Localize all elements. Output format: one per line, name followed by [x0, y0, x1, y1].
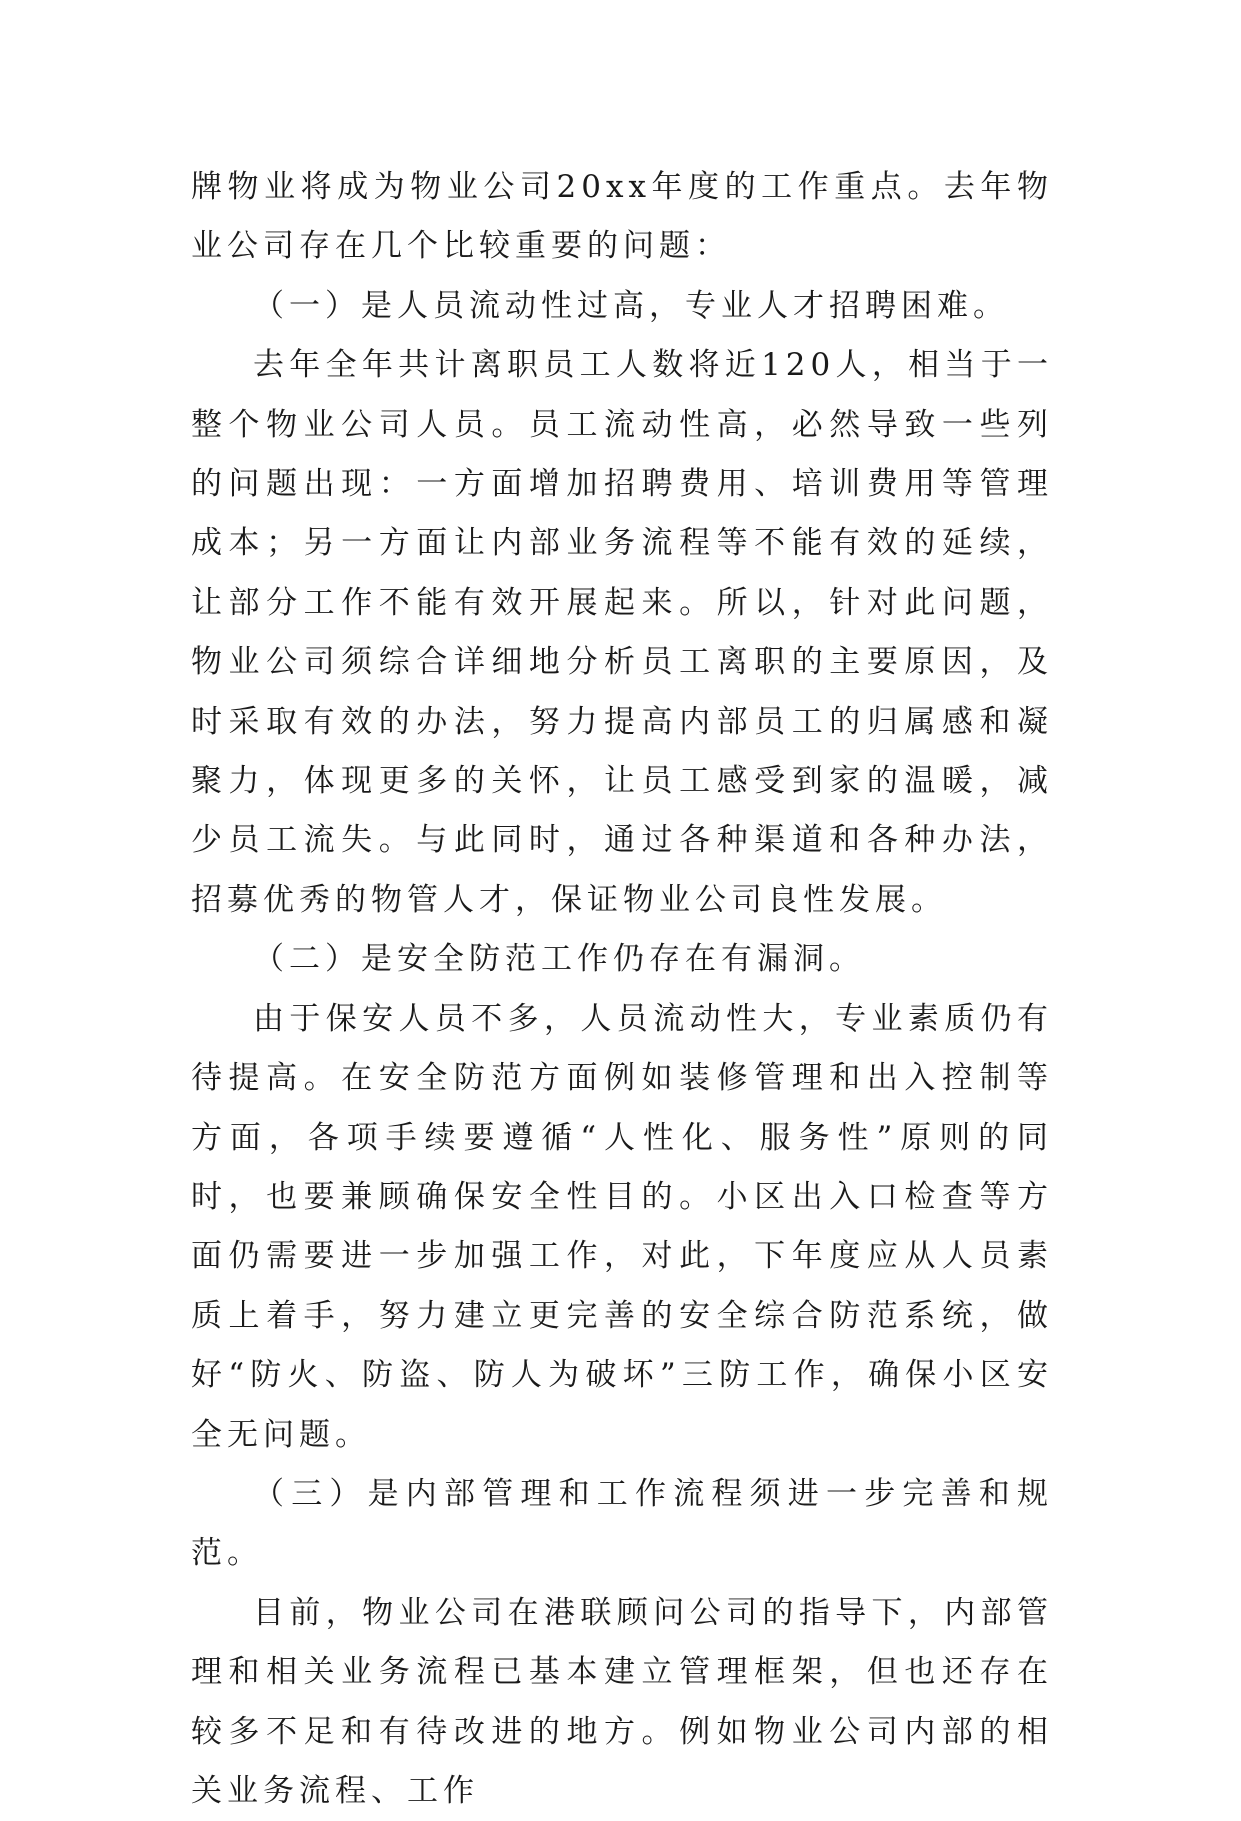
paragraph-staff-turnover: 去年全年共计离职员工人数将近120人，相当于一整个物业公司人员。员工流动性高，必然导致一些列的问题出现：一方面增加招聘费用、培训费用等管理成本；另一方面让内部业务流程等不能有效的延续，让部分工作不能有效开展起来。所以，针对此问题，物业公司须综合详细地分析员工离职的主要原因，及时采取有效的办法，努力提高内部员工的归属感和凝聚力，体现更多的关怀，让员工感受到家的温暖，减少员工流失。与此同时，通过各种渠道和各种办法，招募优秀的物管人才，保证物业公司良性发展。 [191, 347, 1053, 918]
paragraph-internal-management: 目前，物业公司在港联顾问公司的指导下，内部管理和相关业务流程已基本建立管理框架，但也还存在较多不足和有待改进的地方。例如物业公司内部的相关业务流程、工作 [191, 1594, 1053, 1809]
section-heading-3: （三）是内部管理和工作流程须进一步完善和规范。 [191, 1475, 1053, 1572]
paragraph-continuation: 牌物业将成为物业公司20xx年度的工作重点。去年物业公司存在几个比较重要的问题： [191, 169, 1053, 265]
section-heading-2: （二）是安全防范工作仍存在有漏洞。 [253, 941, 865, 978]
paragraph-security: 由于保安人员不多，人员流动性大，专业素质仍有待提高。在安全防范方面例如装修管理和出入控制等方面，各项手续要遵循“人性化、服务性”原则的同时，也要兼顾确保安全性目的。小区出入口检查等方面仍需要进一步加强工作，对此，下年度应从人员素质上着手，努力建立更完善的安全综合防范系统，做好“防火、防盗、防人为破坏”三防工作，确保小区安全无问题。 [191, 1000, 1053, 1453]
document-body [191, 158, 1053, 1821]
section-heading-1: （一）是人员流动性过高，专业人才招聘困难。 [253, 287, 1009, 324]
